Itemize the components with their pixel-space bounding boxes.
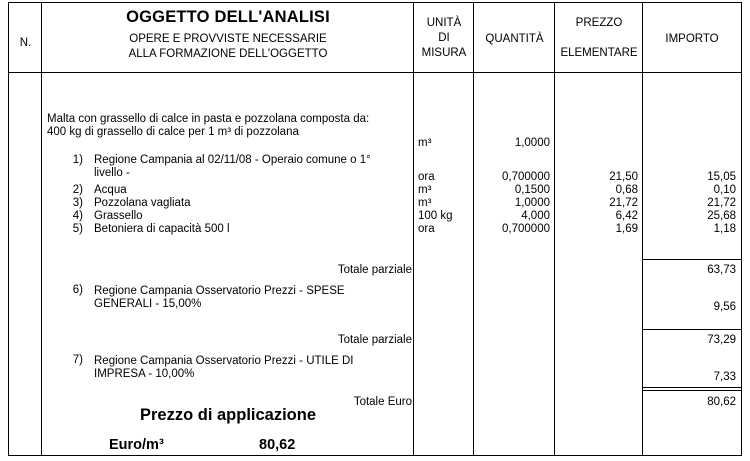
row-quantity: 0,700000 bbox=[502, 171, 550, 183]
row-index: 1) bbox=[72, 154, 83, 166]
row-index: 6) bbox=[72, 284, 83, 296]
utile-impresa-line-2: IMPRESA - 10,00% bbox=[94, 368, 195, 380]
subtotal-1-rule bbox=[642, 259, 741, 260]
object-description-line-1: Malta con grassello di calce in pasta e pozzolana composta da: bbox=[47, 113, 370, 125]
total-rule-bottom bbox=[642, 390, 741, 391]
final-price-value: 80,62 bbox=[259, 437, 296, 453]
header-bottom-rule bbox=[9, 72, 741, 73]
object-description-line-2: 400 kg di grassello di calce per 1 m³ di pozzolana bbox=[47, 126, 299, 138]
row-price: 0,68 bbox=[615, 184, 638, 196]
utile-impresa-line-1: Regione Campania Osservatorio Prezzi - UTILE DI bbox=[94, 355, 354, 367]
row-unit: m³ bbox=[418, 197, 432, 209]
header-col-n: N. bbox=[19, 37, 32, 49]
subtotal-1-label: Totale parziale bbox=[337, 264, 412, 276]
row-index: 3) bbox=[72, 197, 83, 209]
header-subtitle-1: OPERE E PROVVISTE NECESSARIE bbox=[129, 33, 327, 45]
row-index: 7) bbox=[72, 354, 83, 366]
row-price: 21,50 bbox=[609, 171, 638, 183]
subtotal-2-label: Totale parziale bbox=[337, 334, 412, 346]
header-col-price-1: PREZZO bbox=[575, 17, 623, 29]
row-price: 1,69 bbox=[615, 223, 638, 235]
row-index: 4) bbox=[72, 210, 83, 222]
row-unit: m³ bbox=[418, 184, 432, 196]
final-price-unit: Euro/m³ bbox=[109, 437, 164, 453]
column-rule-n bbox=[41, 3, 42, 455]
row-description: Grassello bbox=[94, 210, 143, 222]
row-description: Pozzolana vagliata bbox=[94, 197, 191, 209]
header-subtitle-2: ALLA FORMAZIONE DELL'OGGETTO bbox=[128, 48, 328, 60]
header-col-amount: IMPORTO bbox=[665, 33, 719, 45]
row-amount: 1,18 bbox=[713, 223, 736, 235]
header-col-quantity: QUANTITÀ bbox=[485, 33, 544, 45]
header-col-price-2: ELEMENTARE bbox=[560, 47, 638, 59]
object-unit: m³ bbox=[418, 137, 432, 149]
total-euro-amount: 80,62 bbox=[707, 396, 736, 408]
row-quantity: 1,0000 bbox=[514, 197, 550, 209]
header-col-unit-1: UNITÀ bbox=[426, 17, 462, 29]
subtotal-2-amount: 73,29 bbox=[707, 334, 736, 346]
header-col-unit-2: DI bbox=[438, 32, 450, 44]
spese-generali-line-1: Regione Campania Osservatorio Prezzi - SPESE bbox=[94, 285, 345, 297]
subtotal-2-rule bbox=[642, 329, 741, 330]
utile-impresa-amount: 7,33 bbox=[713, 371, 736, 383]
row-description-cont: livello - bbox=[94, 167, 130, 179]
row-quantity: 4,000 bbox=[521, 210, 550, 222]
row-index: 2) bbox=[72, 184, 83, 196]
row-amount: 0,10 bbox=[713, 184, 736, 196]
row-description: Acqua bbox=[94, 184, 127, 196]
row-amount: 25,68 bbox=[707, 210, 736, 222]
subtotal-1-amount: 63,73 bbox=[707, 264, 736, 276]
row-description: Regione Campania al 02/11/08 - Operaio comune o 1° bbox=[94, 154, 371, 166]
header-title: OGGETTO DELL'ANALISI bbox=[126, 8, 330, 26]
row-quantity: 0,700000 bbox=[502, 223, 550, 235]
total-rule-top bbox=[642, 387, 741, 388]
column-rule-description bbox=[413, 3, 414, 455]
row-amount: 15,05 bbox=[707, 171, 736, 183]
row-price: 6,42 bbox=[615, 210, 638, 222]
row-quantity: 0,1500 bbox=[514, 184, 550, 196]
row-amount: 21,72 bbox=[707, 197, 736, 209]
row-index: 5) bbox=[72, 223, 83, 235]
analysis-table bbox=[8, 2, 742, 456]
row-unit: ora bbox=[418, 223, 435, 235]
row-description: Betoniera di capacità 500 l bbox=[94, 223, 230, 235]
total-euro-label: Totale Euro bbox=[353, 396, 412, 408]
spese-generali-amount: 9,56 bbox=[713, 301, 736, 313]
row-unit: ora bbox=[418, 171, 435, 183]
row-price: 21,72 bbox=[609, 197, 638, 209]
object-quantity: 1,0000 bbox=[514, 137, 550, 149]
final-price-title: Prezzo di applicazione bbox=[139, 406, 317, 424]
header-col-unit-3: MISURA bbox=[421, 47, 467, 59]
spese-generali-line-2: GENERALI - 15,00% bbox=[94, 298, 202, 310]
row-unit: 100 kg bbox=[418, 210, 453, 222]
